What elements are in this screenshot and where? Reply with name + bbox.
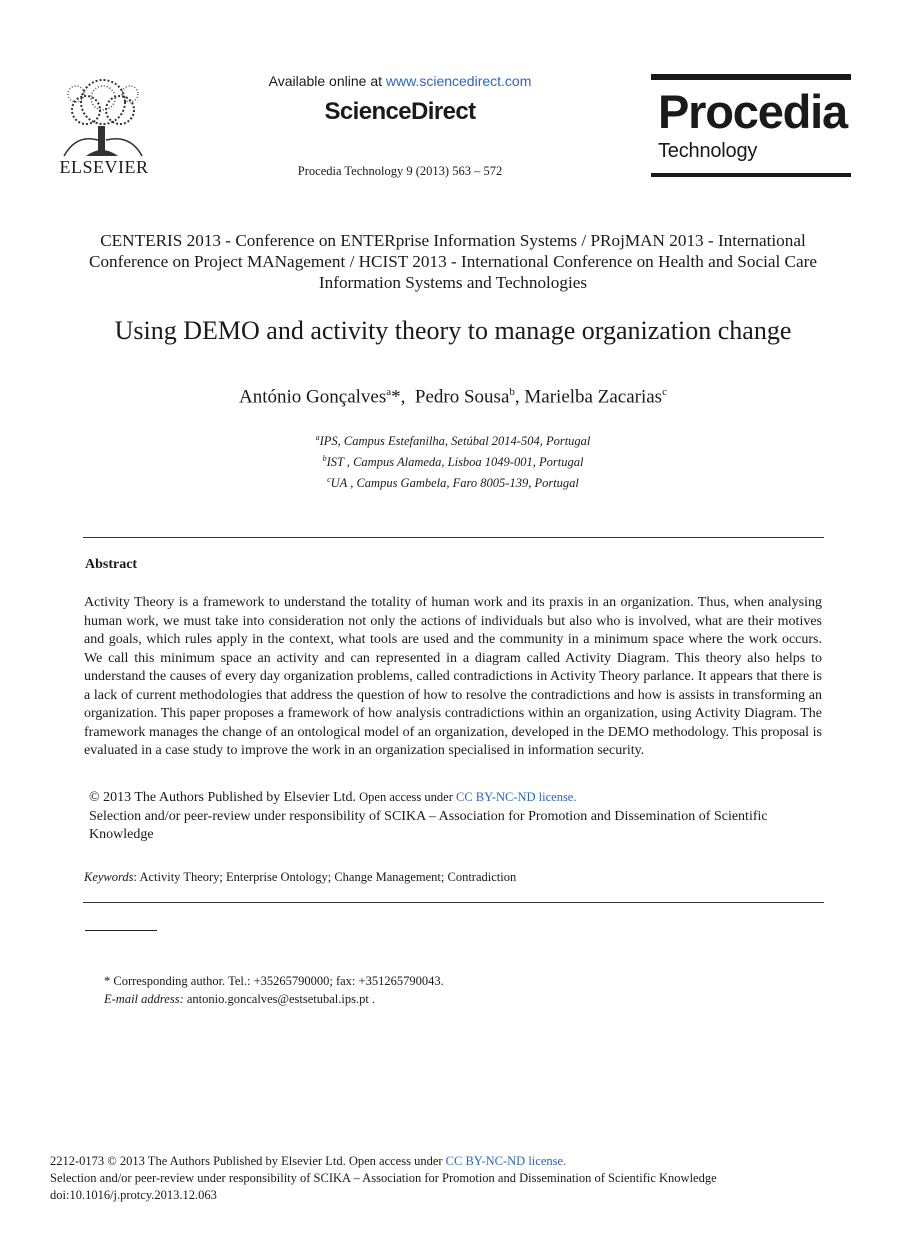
procedia-logo [651,74,851,177]
procedia-logo-title: Procedia [658,85,847,138]
peer-review-text: Selection and/or peer-review under responsibility of SCIKA – Association for Promotion and Dissemination of Scientific Knowledge [50,1171,717,1185]
author-name: Marielba Zacarias [524,386,663,408]
peer-review-text: Selection and/or peer-review under responsibility of SCIKA – Association for Promotion and Dissemination of Scientific Knowledge [89,808,768,842]
journal-reference: Procedia Technology 9 (2013) 563 – 572 [297,164,503,178]
footnote-divider [85,930,157,931]
email-line [104,990,704,1008]
corresponding-author: * Corresponding author. Tel.: +35265790000; fax: +351265790043. [104,974,444,988]
copyright-block [89,788,789,845]
affiliation-text: IPS, Campus Estefanilha, Setúbal 2014-504, Portugal [319,434,591,449]
elsevier-wordmark: ELSEVIER [59,157,149,177]
license-link[interactable]: CC BY-NC-ND license. [456,790,577,804]
corresponding-mark: * [391,386,401,408]
author-name: Pedro Sousa [414,386,510,408]
affiliation-text: IST , Campus Alameda, Lisboa 1049-001, Portugal [326,455,584,470]
affiliation-list [150,429,756,492]
copyright-line [89,788,789,808]
conference-name: CENTERIS 2013 - Conference on ENTERprise Information Systems / PRojMAN 2013 - International Conference on Project MANagement / HCIST 2013 - International Conference on Health and Social Care Information Systems and Technologies [88,231,818,292]
email-address: antonio.goncalves@estsetubal.ips.pt . [183,992,376,1006]
issn-text: 2212-0173 © 2013 The Authors Published by Elsevier Ltd. Open access under [50,1154,446,1168]
author-affiliation-mark: a [386,386,392,398]
copyright-text: © 2013 The Authors Published by Elsevier Ltd. [89,790,357,805]
affiliation-mark: b [322,454,327,464]
issn-line [50,1153,850,1170]
author-affiliation-mark: c [662,386,667,398]
available-prefix: Available online at [268,73,386,89]
keywords-label: Keywords [84,870,134,884]
abstract-heading: Abstract [85,557,138,572]
affiliation-item [150,450,756,471]
paper-title: Using DEMO and activity theory to manage organization change [114,316,792,345]
footnote [104,972,704,1008]
author-list: António Gonçalves$^a$*, Pedro Sousa$^b$, Marielba Zacarias$^c$ [239,386,667,408]
keywords [84,870,814,885]
license-link[interactable]: CC BY-NC-ND license. [445,1154,567,1168]
affiliation-mark: c [327,475,331,485]
procedia-logo-bottom-bar [651,173,851,177]
sciencedirect-link[interactable]: www.sciencedirect.com [385,73,532,89]
procedia-logo-subtitle: Technology [658,140,758,162]
abstract-body: Activity Theory is a framework to understand the totality of human work and its praxis in an organization. Thus, when analysing human work, we must take into consideration not only the actions of individuals but also who is involved, what are their motives and goals, which rules apply in the context, what tools are used and the community in a minimum space where the work occurs. We call this minimum space an activity and can represented in a diagram called Activity Diagram. This theory also helps to understand the causes of every day organization problems, called contradictions in Activity Theory parlance. It appears that there is a lack of current methodologies that address the question of how to resolve the contradictions and how is assists in transforming an organization. This paper proposes a framework of how analysis contradictions within an organization, using Activity Diagram. The framework manages the change of an ontological model of an organization, developed in the DEMO methodology. This proposal is evaluated in a case study to improve the work in an organization specialised in information security. [84,595,822,758]
affiliation-item [150,471,756,492]
section-divider [83,902,824,903]
available-online [254,73,546,89]
affiliation-item [150,429,756,450]
publication-info [50,1153,850,1204]
affiliation-text: UA , Campus Gambela, Faro 8005-139, Portugal [330,476,579,491]
email-label: E-mail address: [104,992,184,1006]
open-access-text: Open access under [356,790,456,804]
sciencedirect-title: ScienceDirect [324,98,476,125]
author-name: António Gonçalves [239,386,387,408]
doi: doi:10.1016/j.protcy.2013.12.063 [50,1188,217,1202]
author-affiliation-mark: b [509,386,515,398]
keywords-list: : Activity Theory; Enterprise Ontology; Change Management; Contradiction [133,870,517,884]
procedia-logo-top-bar [651,74,851,80]
affiliation-mark: a [315,433,320,442]
section-divider [83,537,824,538]
